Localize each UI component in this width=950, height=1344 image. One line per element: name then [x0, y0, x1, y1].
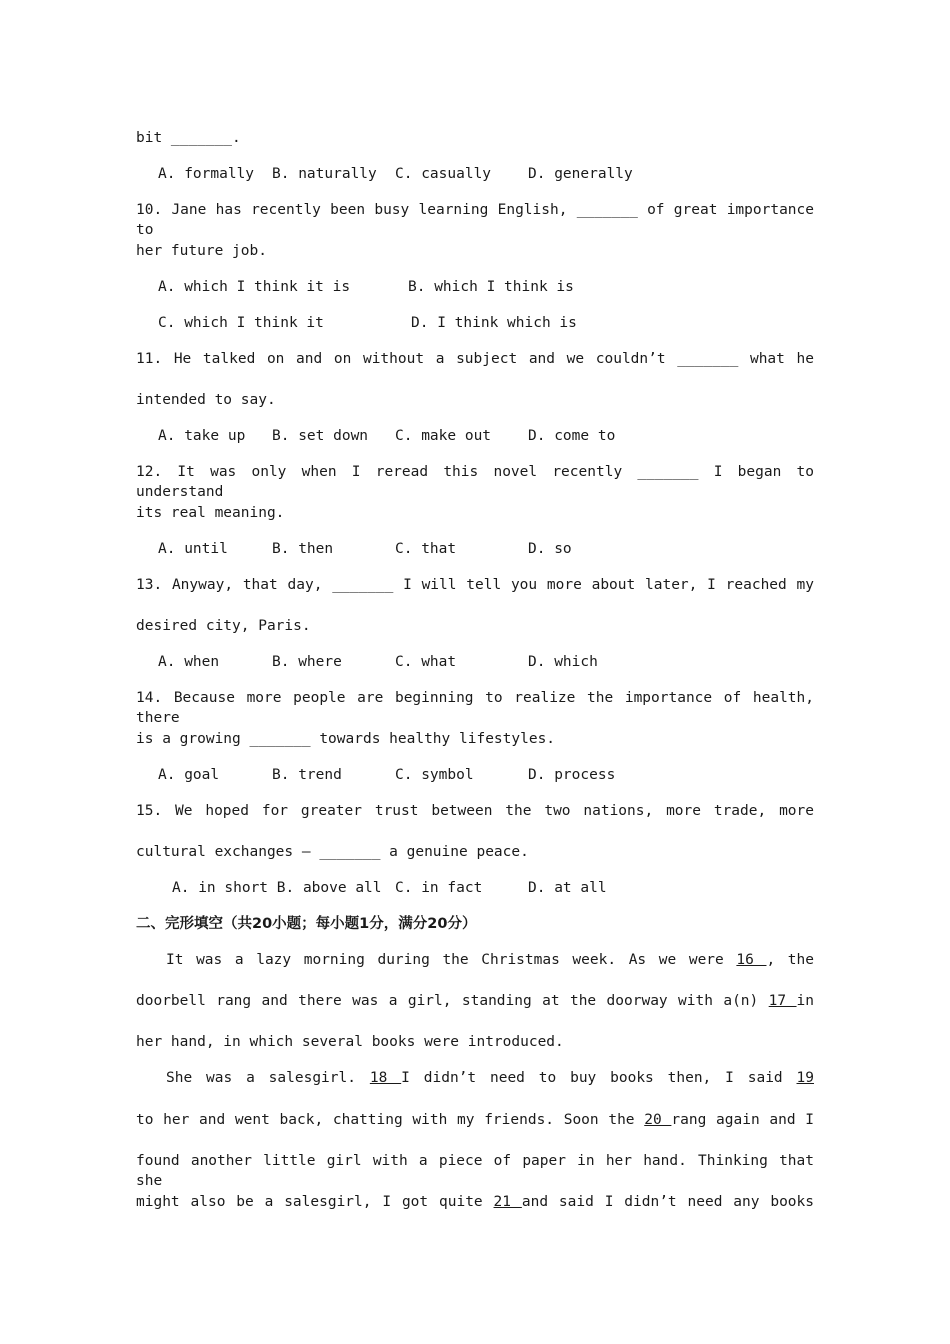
blank-17: 17: [768, 993, 797, 1009]
blank-20: 20: [644, 1112, 672, 1128]
q13-option-a: A. when: [158, 654, 220, 670]
q10-stem-line2: her future job.: [136, 243, 267, 259]
blank-19: 19: [796, 1070, 814, 1086]
passage-p2-line2: [136, 1110, 814, 1130]
q13-option-c: C. what: [395, 654, 457, 670]
passage-p1-line3: her hand, in which several books were introduced.: [136, 1034, 564, 1050]
passage-text: I didn’t need to buy books then, I said: [401, 1070, 783, 1086]
q12-stem-line2: its real meaning.: [136, 505, 285, 521]
q11-option-a: A. take up: [158, 428, 246, 444]
passage-text: rang again and I: [671, 1112, 814, 1128]
q9-option-b: B. naturally: [272, 166, 377, 182]
q11-option-c: C. make out: [395, 428, 492, 444]
q14-option-d: D. process: [528, 767, 616, 783]
q12-stem-line1: 12. It was only when I reread this novel recently _______ I began to understand: [136, 464, 814, 500]
passage-text: She was a salesgirl.: [166, 1070, 356, 1086]
q13-option-b: B. where: [272, 654, 342, 670]
passage-p2-line4: [136, 1192, 814, 1212]
passage-text: to her and went back, chatting with my friends. Soon the: [136, 1112, 635, 1128]
q14-option-c: C. symbol: [395, 767, 474, 783]
passage-text: It was a lazy morning during the Christmas week. As we were: [166, 952, 724, 968]
q15-option-c: C. in fact: [395, 880, 483, 896]
passage-text: might also be a salesgirl, I got quite: [136, 1194, 483, 1210]
passage-text: , the: [766, 952, 814, 968]
q11-stem-line2: intended to say.: [136, 392, 276, 408]
q14-stem-line2: is a growing _______ towards healthy lifestyles.: [136, 731, 556, 747]
q14-option-b: B. trend: [272, 767, 342, 783]
q10-option-b: B. which I think is: [408, 279, 574, 295]
q12-option-a: A. until: [158, 541, 228, 557]
passage-p1-line2: [136, 991, 814, 1011]
q14-option-a: A. goal: [158, 767, 220, 783]
passage-text: in: [796, 993, 814, 1009]
blank-21: 21: [493, 1194, 522, 1210]
q9-option-d: D. generally: [528, 166, 633, 182]
passage-p1-line1: [166, 950, 814, 970]
blank-18: 18: [369, 1070, 402, 1086]
q13-option-d: D. which: [528, 654, 598, 670]
blank-16: 16: [736, 952, 767, 968]
q12-option-d: D. so: [528, 541, 572, 557]
q10-option-d: D. I think which is: [411, 315, 577, 331]
q15-option-d: D. at all: [528, 880, 607, 896]
q11-option-b: B. set down: [272, 428, 369, 444]
q12-option-c: C. that: [395, 541, 457, 557]
q11-option-d: D. come to: [528, 428, 616, 444]
q13-stem-line2: desired city, Paris.: [136, 618, 311, 634]
q11-stem-line1: 11. He talked on and on without a subject and we couldn’t _______ what he: [136, 351, 814, 367]
q9-option-a: A. formally: [158, 166, 255, 182]
q10-option-a: A. which I think it is: [158, 279, 351, 295]
q15-stem-line1: 15. We hoped for greater trust between the two nations, more trade, more: [136, 803, 814, 819]
q10-stem-line1: 10. Jane has recently been busy learning English, _______ of great importance to: [136, 202, 814, 238]
passage-p2-line1: [166, 1068, 814, 1088]
q15-option-a-b: A. in short B. above all: [172, 880, 382, 896]
q14-stem-line1: 14. Because more people are beginning to realize the importance of health, there: [136, 690, 814, 726]
section-heading: 二、完形填空（共20小题；每小题1分，满分20分）: [136, 916, 477, 932]
passage-text: doorbell rang and there was a girl, standing at the doorway with a(n): [136, 993, 759, 1009]
passage-p2-line3: found another little girl with a piece of paper in her hand. Thinking that she: [136, 1153, 814, 1189]
q9-option-c: C. casually: [395, 166, 492, 182]
q13-stem-line1: 13. Anyway, that day, _______ I will tell you more about later, I reached my: [136, 577, 814, 593]
q10-option-c: C. which I think it: [158, 315, 324, 331]
q15-stem-line2: cultural exchanges — _______ a genuine peace.: [136, 844, 529, 860]
q12-option-b: B. then: [272, 541, 334, 557]
passage-text: and said I didn’t need any books: [521, 1194, 814, 1210]
q9-continuation: bit _______.: [136, 130, 241, 146]
